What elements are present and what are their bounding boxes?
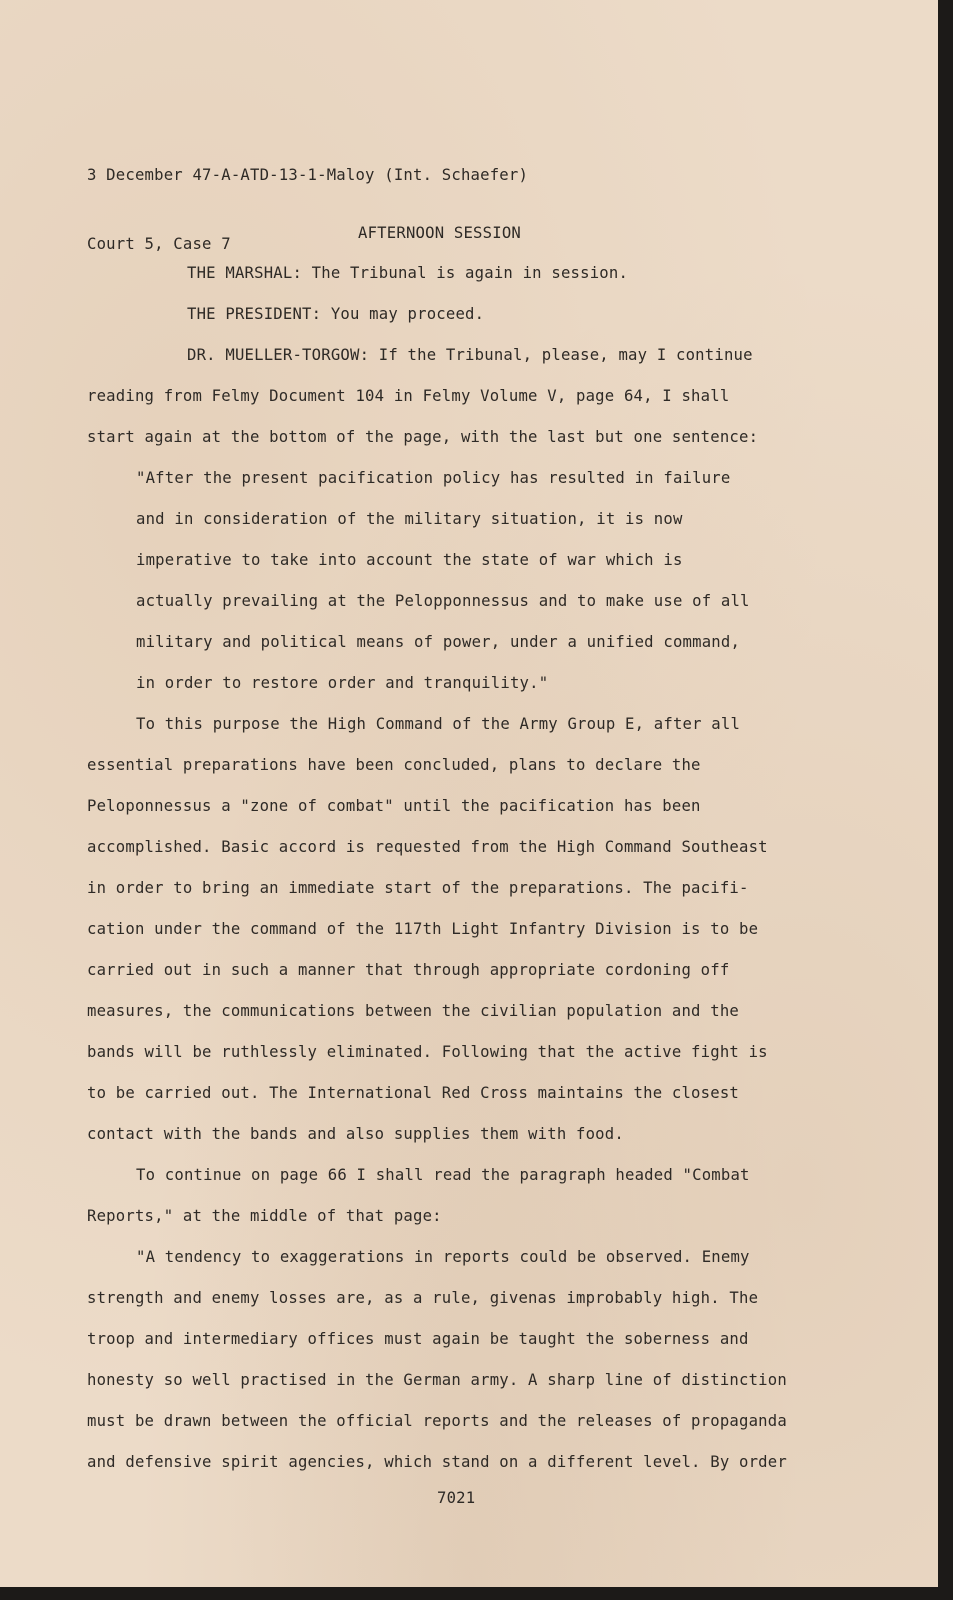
quoted-line: military and political means of power, under a unified command, xyxy=(136,633,741,651)
quoted-line: troop and intermediary offices must again be taught the soberness and xyxy=(87,1330,749,1348)
header-court-case: Court 5, Case 7 xyxy=(87,235,231,253)
transcript-line: in order to bring an immediate start of the preparations. The pacifi- xyxy=(87,879,749,897)
transcript-line: reading from Felmy Document 104 in Felmy Volume V, page 64, I shall xyxy=(87,387,730,405)
quoted-line: and in consideration of the military situation, it is now xyxy=(136,510,683,528)
transcript-line: cation under the command of the 117th Light Infantry Division is to be xyxy=(87,920,759,938)
transcript-line: bands will be ruthlessly eliminated. Following that the active fight is xyxy=(87,1043,768,1061)
transcript-line: to be carried out. The International Red Cross maintains the closest xyxy=(87,1084,739,1102)
transcript-line: start again at the bottom of the page, with the last but one sentence: xyxy=(87,428,759,446)
transcript-line: Peloponnessus a "zone of combat" until the pacification has been xyxy=(87,797,701,815)
quoted-line: in order to restore order and tranquility." xyxy=(136,674,549,692)
quoted-line: strength and enemy losses are, as a rule, givenas improbably high. The xyxy=(87,1289,759,1307)
transcript-line: DR. MUELLER-TORGOW: If the Tribunal, please, may I continue xyxy=(187,346,753,364)
transcript-line: THE PRESIDENT: You may proceed. xyxy=(187,305,485,323)
transcript-line: Reports," at the middle of that page: xyxy=(87,1207,442,1225)
quoted-line: imperative to take into account the state of war which is xyxy=(136,551,683,569)
transcript-line: carried out in such a manner that through appropriate cordoning off xyxy=(87,961,730,979)
quoted-line: must be drawn between the official reports and the releases of propaganda xyxy=(87,1412,787,1430)
transcript-line: measures, the communications between the civilian population and the xyxy=(87,1002,739,1020)
transcript-line: accomplished. Basic accord is requested from the High Command Southeast xyxy=(87,838,768,856)
quoted-line: "After the present pacification policy has resulted in failure xyxy=(136,469,731,487)
transcript-line: contact with the bands and also supplies them with food. xyxy=(87,1125,624,1143)
quoted-line: and defensive spirit agencies, which stand on a different level. By order xyxy=(87,1453,787,1471)
quoted-line: actually prevailing at the Pelopponnessus and to make use of all xyxy=(136,592,750,610)
transcript-line: essential preparations have been concluded, plans to declare the xyxy=(87,756,701,774)
quoted-line: "A tendency to exaggerations in reports could be observed. Enemy xyxy=(136,1248,750,1266)
session-title: AFTERNOON SESSION xyxy=(358,224,521,242)
transcript-line: To this purpose the High Command of the Army Group E, after all xyxy=(136,715,741,733)
quoted-line: honesty so well practised in the German army. A sharp line of distinction xyxy=(87,1371,787,1389)
header-transcript-reference: 3 December 47-A-ATD-13-1-Maloy (Int. Schaefer) xyxy=(87,166,529,184)
transcript-line: To continue on page 66 I shall read the paragraph headed "Combat xyxy=(136,1166,750,1184)
page-number: 7021 xyxy=(437,1489,476,1507)
transcript-line: THE MARSHAL: The Tribunal is again in session. xyxy=(187,264,629,282)
